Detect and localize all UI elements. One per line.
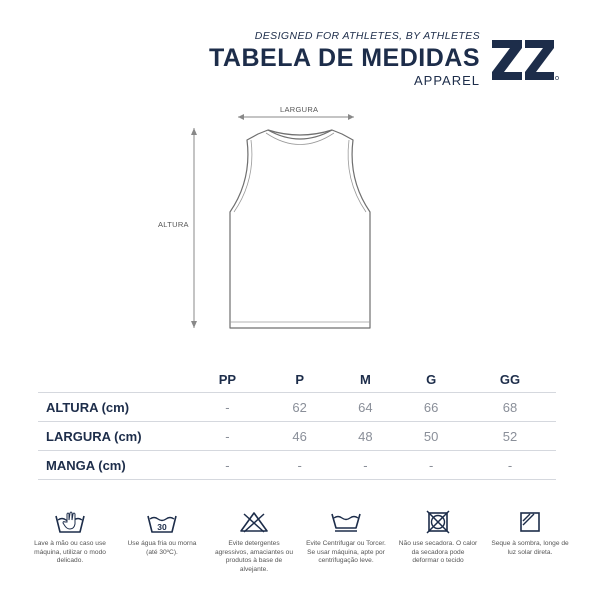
table-row — [38, 451, 556, 480]
table-cell: - — [188, 422, 267, 451]
height-label: ALTURA — [158, 220, 189, 229]
table-row — [38, 422, 556, 451]
table-cell: 64 — [333, 393, 399, 422]
care-item — [306, 510, 386, 574]
width-label: LARGURA — [280, 105, 319, 114]
size-header: GG — [499, 371, 521, 387]
gentle-wash-icon — [329, 510, 363, 534]
wash-30-icon — [145, 510, 179, 534]
care-text: Evite detergentes agressivos, amaciantes ou produtos à base de alvejante. — [214, 540, 294, 573]
care-item — [490, 510, 570, 574]
care-text: Seque à sombra, longe de luz solar direta. — [491, 540, 569, 556]
size-header: P — [295, 371, 304, 387]
size-header: G — [426, 371, 437, 387]
table-cell: 50 — [398, 422, 464, 451]
table-cell: - — [188, 393, 267, 422]
page-subtitle: APPAREL — [413, 73, 480, 88]
table-cell: - — [267, 451, 333, 480]
page-title: TABELA DE MEDIDAS — [209, 44, 480, 72]
care-text: Evite Centrifugar ou Torcer. Se usar máquina, apte por centrifugação leve. — [306, 540, 386, 564]
table-corner — [38, 366, 188, 393]
table-cell: 62 — [267, 393, 333, 422]
row-label: LARGURA (cm) — [38, 422, 188, 451]
table-cell: 48 — [333, 422, 399, 451]
care-item — [214, 510, 294, 574]
table-cell: - — [464, 451, 556, 480]
care-text: Não use secadora. O calor da secadora pode deformar o tecido — [398, 540, 478, 564]
care-instructions — [30, 510, 570, 574]
table-cell: 52 — [464, 422, 556, 451]
care-item — [30, 510, 110, 574]
care-text: Use água fria ou morna (até 30ºC). — [127, 540, 197, 556]
care-item — [122, 510, 202, 574]
header-text — [209, 30, 480, 88]
size-table — [38, 366, 556, 480]
hand-wash-icon — [53, 510, 87, 534]
no-bleach-icon — [237, 510, 271, 534]
care-text: Lave à mão ou caso use máquina, utilizar o modo delicado. — [34, 540, 106, 564]
row-label: MANGA (cm) — [38, 451, 188, 480]
wash-temperature: 30 — [157, 522, 167, 532]
garment-diagram — [150, 100, 450, 340]
size-header-row — [38, 366, 556, 393]
no-tumble-dry-icon — [421, 510, 455, 534]
table-cell: 68 — [464, 393, 556, 422]
table-cell: - — [398, 451, 464, 480]
size-header: M — [359, 371, 371, 387]
table-cell: - — [188, 451, 267, 480]
table-row — [38, 393, 556, 422]
header — [209, 30, 560, 88]
tagline: DESIGNED FOR ATHLETES, BY ATHLETES — [254, 30, 480, 42]
row-label: ALTURA (cm) — [38, 393, 188, 422]
care-item — [398, 510, 478, 574]
tank-top-drawing — [150, 100, 450, 340]
dry-shade-icon — [513, 510, 547, 534]
table-cell: 46 — [267, 422, 333, 451]
table-cell: - — [333, 451, 399, 480]
size-header: PP — [218, 371, 237, 387]
z2-logo — [490, 34, 560, 84]
table-cell: 66 — [398, 393, 464, 422]
